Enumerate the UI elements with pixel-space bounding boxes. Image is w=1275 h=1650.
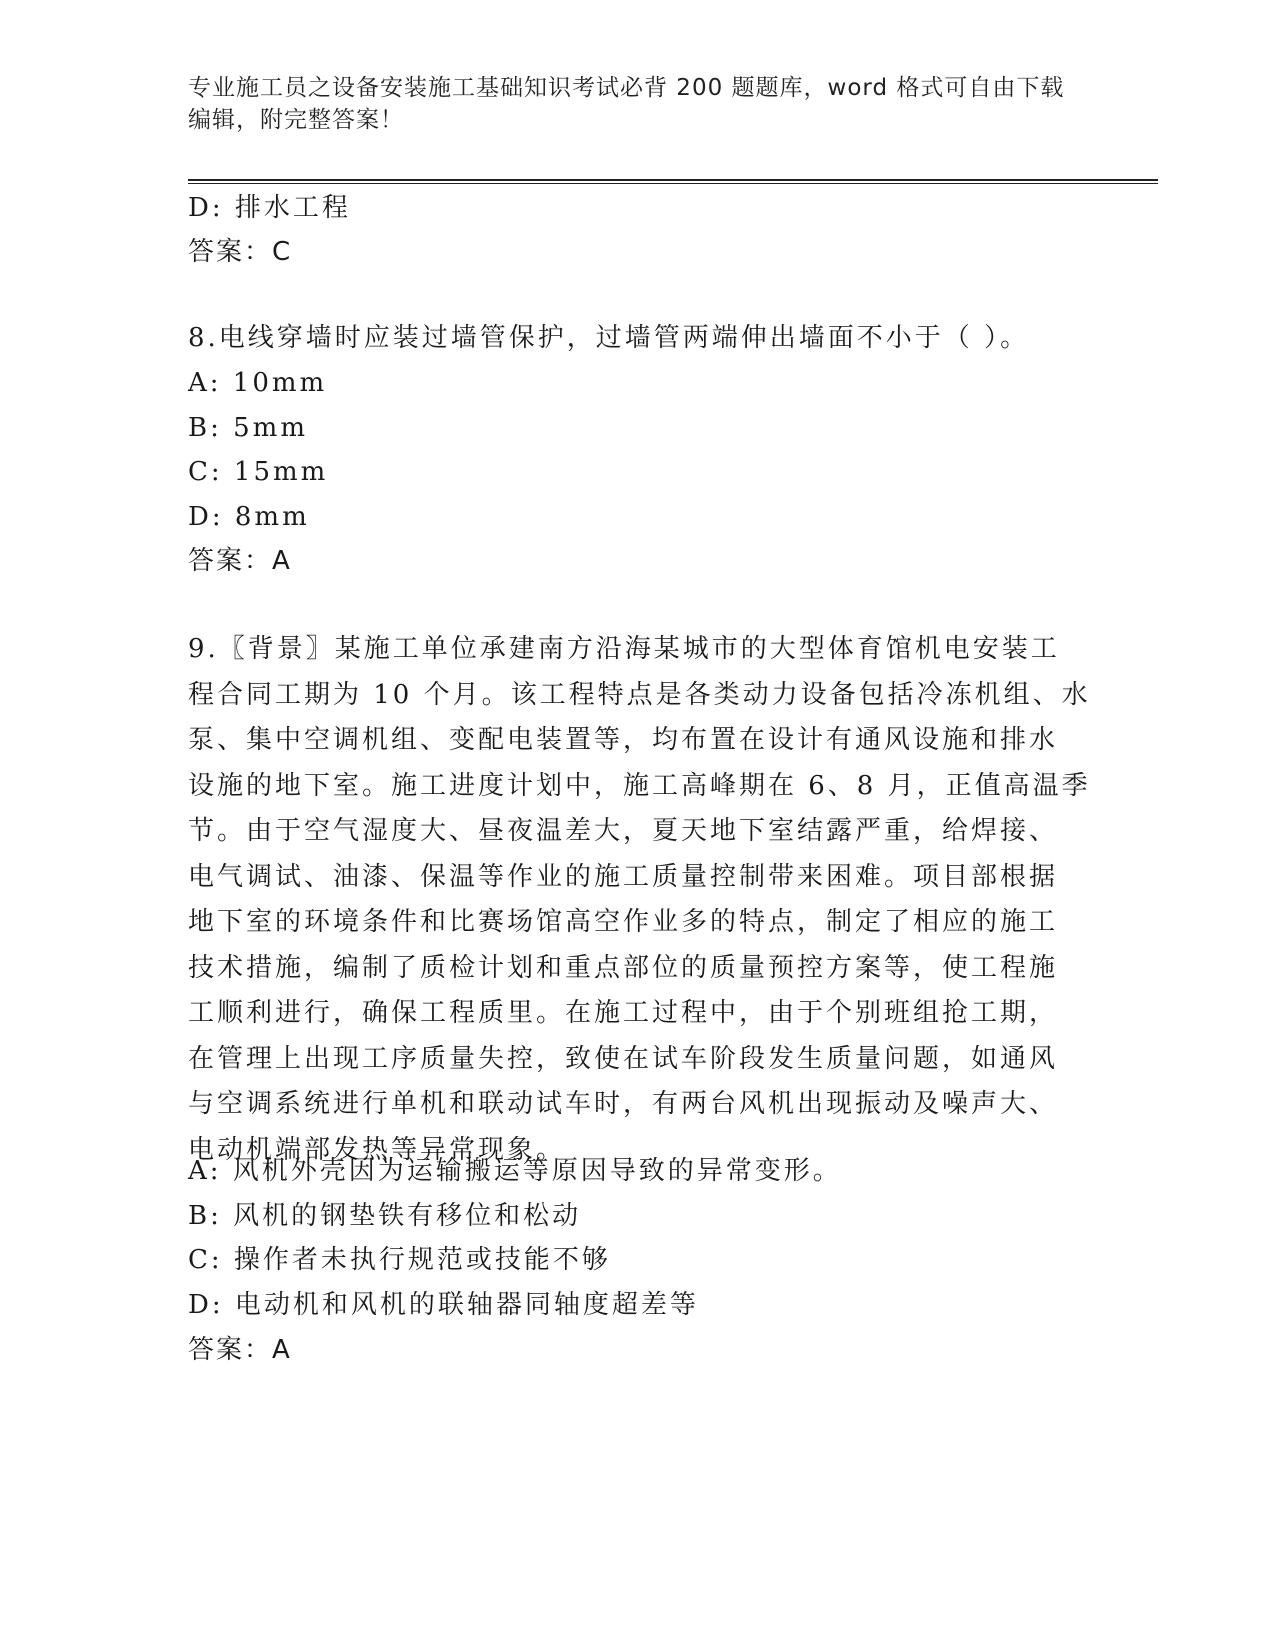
q9-stem-line: 电气调试、油漆、保温等作业的施工质量控制带来困难。项目部根据 bbox=[188, 861, 1059, 892]
q7-option-d: D: 排水工程 bbox=[188, 193, 351, 223]
q9-stem-line: 技术措施，编制了质检计划和重点部位的质量预控方案等，使工程施 bbox=[188, 952, 1059, 983]
q9-option-c: C: 操作者未执行规范或技能不够 bbox=[188, 1245, 611, 1275]
q9-stem bbox=[188, 627, 1091, 1173]
q9-stem-line: 在管理上出现工序质量失控，致使在试车阶段发生质量问题，如通风 bbox=[188, 1043, 1059, 1074]
q9-option-b: B: 风机的钢垫铁有移位和松动 bbox=[188, 1201, 582, 1231]
header-rule-thin bbox=[188, 183, 1158, 184]
q9-option-d: D: 电动机和风机的联轴器同轴度超差等 bbox=[188, 1290, 699, 1320]
q9-option-a: A: 风机外壳因为运输搬运等原因导致的异常变形。 bbox=[188, 1156, 842, 1186]
q8-stem: 8.电线穿墙时应装过墙管保护，过墙管两端伸出墙面不小于（ ）。 bbox=[188, 323, 1030, 353]
header-line-1: 专业施工员之设备安装施工基础知识考试必背 200 题题库，word 格式可自由下载 bbox=[188, 75, 1065, 101]
q8-answer: 答案：A bbox=[188, 546, 292, 576]
q8-option-b: B: 5mm bbox=[188, 413, 308, 443]
q7-answer: 答案：C bbox=[188, 237, 293, 267]
document-header bbox=[188, 72, 1088, 136]
q9-stem-line: 9.〖背景〗某施工单位承建南方沿海某城市的大型体育馆机电安装工 bbox=[188, 634, 1060, 664]
q8-option-a: A: 10mm bbox=[188, 368, 328, 398]
q9-stem-line: 地下室的环境条件和比赛场馆高空作业多的特点，制定了相应的施工 bbox=[188, 907, 1059, 937]
q9-stem-line: 电动机端部发热等异常现象。 bbox=[188, 1134, 566, 1165]
q8-option-c: C: 15mm bbox=[188, 457, 329, 487]
q9-answer: 答案：A bbox=[188, 1335, 292, 1365]
q9-stem-line: 与空调系统进行单机和联动试车时，有两台风机出现振动及噪声大、 bbox=[188, 1089, 1059, 1119]
q9-stem-line: 程合同工期为 10 个月。该工程特点是各类动力设备包括冷冻机组、水 bbox=[188, 679, 1091, 710]
header-line-2: 编辑，附完整答案！ bbox=[188, 107, 404, 133]
q9-stem-line: 节。由于空气湿度大、昼夜温差大，夏天地下室结露严重，给焊接、 bbox=[188, 816, 1059, 846]
header-rule-thick bbox=[188, 179, 1158, 181]
q9-stem-line: 泵、集中空调机组、变配电装置等，均布置在设计有通风设施和排水 bbox=[188, 725, 1059, 755]
q8-option-d: D: 8mm bbox=[188, 502, 310, 532]
q9-stem-line: 工顺利进行，确保工程质里。在施工过程中，由于个别班组抢工期， bbox=[188, 998, 1059, 1028]
q9-stem-line: 设施的地下室。施工进度计划中，施工高峰期在 6、8 月，正值高温季 bbox=[188, 770, 1091, 801]
